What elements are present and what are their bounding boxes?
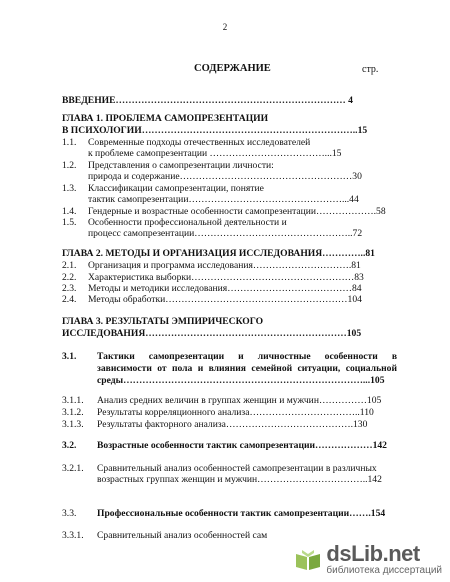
book-logo-icon bbox=[294, 548, 322, 572]
toc-num: 1.4. bbox=[62, 206, 77, 217]
toc-num: 3.3.1. bbox=[62, 530, 84, 541]
toc-section-3-2: Возрастные особенности тактик самопрезентации………………142 bbox=[97, 440, 387, 451]
toc-entry: Результаты корреляционного анализа……………………………..110 bbox=[97, 407, 374, 418]
toc-entry: Сравнительный анализ особенностей самопрезентации в различных bbox=[97, 463, 377, 474]
toc-num: 2.3. bbox=[62, 283, 77, 294]
toc-num: 3.1.2. bbox=[62, 407, 84, 418]
toc-num: 3.2. bbox=[62, 440, 77, 451]
page-number: 2 bbox=[222, 22, 228, 32]
toc-num: 2.2. bbox=[62, 272, 77, 283]
toc-num: 3.1. bbox=[62, 351, 77, 362]
page-column-label: стр. bbox=[362, 64, 379, 75]
toc-num: 1.1. bbox=[62, 137, 77, 148]
toc-entry: Сравнительный анализ особенностей сам bbox=[97, 530, 268, 541]
toc-entry: Методы обработки…………………………………………………104 bbox=[88, 294, 362, 305]
toc-chapter-3-cont: ИССЛЕДОВАНИЯ………………………………………………………105 bbox=[62, 328, 362, 339]
toc-num: 3.3. bbox=[62, 508, 77, 519]
toc-num: 3.1.1. bbox=[62, 395, 84, 406]
toc-entry: природа и содержание………………………………………………30 bbox=[88, 171, 362, 182]
toc-entry: Представления о самопрезентации личности: bbox=[88, 160, 274, 171]
toc-entry-intro: ВВЕДЕНИЕ……………………………………………………………… 4 bbox=[62, 95, 353, 106]
toc-entry: Результаты факторного анализа………………………………….130 bbox=[97, 419, 368, 430]
watermark-brand: dsLib.net bbox=[326, 541, 420, 566]
toc-chapter-3: ГЛАВА 3. РЕЗУЛЬТАТЫ ЭМПИРИЧЕСКОГО bbox=[62, 316, 264, 327]
watermark bbox=[294, 543, 442, 576]
toc-entry: Современные подходы отечественных исследователей bbox=[88, 137, 311, 148]
toc-entry: возрастных группах женщин и мужчин……………………………..142 bbox=[97, 474, 382, 485]
toc-entry: Характеристика выборки……………………………………………83 bbox=[88, 272, 364, 283]
toc-entry: Классификации самопрезентации, понятие bbox=[88, 183, 264, 194]
toc-num: 1.3. bbox=[62, 183, 77, 194]
toc-num: 1.2. bbox=[62, 160, 77, 171]
toc-entry: Особенности профессиональной деятельности и bbox=[88, 217, 287, 228]
toc-chapter-1-cont: В ПСИХОЛОГИИ…………………………………………………………..15 bbox=[62, 125, 368, 136]
toc-entry: Методы и методики исследования…………………………………84 bbox=[88, 283, 362, 294]
toc-entry: процесс самопрезентации…………………………………………..72 bbox=[88, 228, 363, 239]
toc-entry: Гендерные и возрастные особенности самопрезентации……………….58 bbox=[88, 206, 386, 217]
toc-entry: Анализ средних величин в группах женщин и мужчин……………105 bbox=[97, 395, 382, 406]
toc-chapter-2: ГЛАВА 2. МЕТОДЫ И ОРГАНИЗАЦИЯ ИССЛЕДОВАНИЯ…………..81 bbox=[62, 248, 375, 259]
toc-section-3-3: Профессиональные особенности тактик самопрезентации…….154 bbox=[97, 508, 386, 519]
toc-entry: Организация и программа исследования………………………….81 bbox=[88, 260, 361, 271]
toc-num: 2.1. bbox=[62, 260, 77, 271]
watermark-subtitle: библиотека диссертаций bbox=[326, 565, 442, 576]
toc-num: 2.4. bbox=[62, 294, 77, 305]
toc-section-3-1: зависимости от пола и влияния семейной ситуации, социальной bbox=[97, 363, 397, 374]
toc-num: 1.5. bbox=[62, 217, 77, 228]
toc-entry: тактик самопрезентации…………………………………………...44 bbox=[88, 194, 359, 205]
toc-num: 3.2.1. bbox=[62, 463, 84, 474]
toc-num: 3.1.3. bbox=[62, 419, 84, 430]
toc-section-3-1: среды…………………………………………………………………...105 bbox=[97, 375, 385, 386]
toc-chapter-1: ГЛАВА 1. ПРОБЛЕМА САМОПРЕЗЕНТАЦИИ bbox=[62, 113, 269, 124]
toc-entry: к проблеме самопрезентации ………………………………...15 bbox=[88, 148, 342, 159]
page-title: СОДЕРЖАНИЕ bbox=[194, 63, 271, 74]
toc-section-3-1: Тактики самопрезентации и личностные особенности в bbox=[97, 351, 397, 362]
